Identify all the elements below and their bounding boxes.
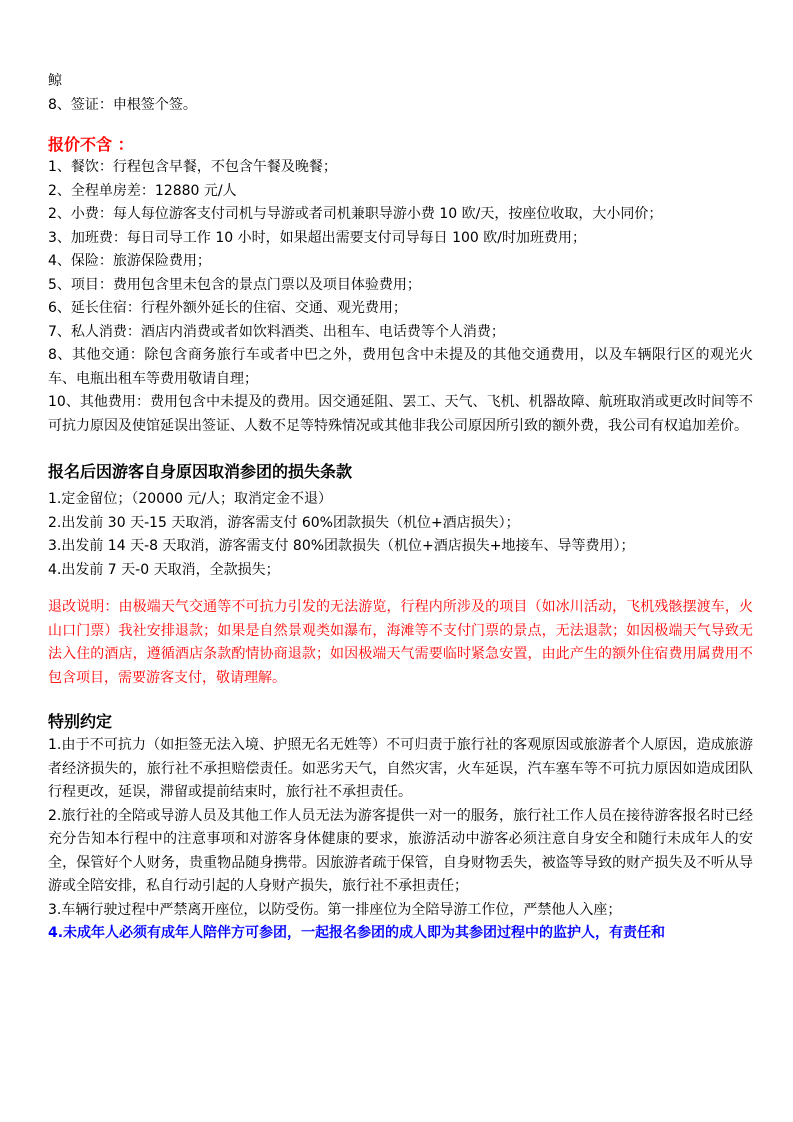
exclusions-list [48, 156, 753, 438]
list-item: 1.定金留位；（20000 元/人；取消定金不退） [48, 491, 333, 507]
visa-line: 8、签证：申根签个签。 [48, 96, 197, 113]
refund-note: 退改说明：由极端天气交通等不可抗力引发的无法游览，行程内所涉及的项目（如冰川活动，飞机残骸摆渡车，火山口门票）我社安排退款；如果是自然景观类如瀑布，海滩等不支付门票的景点，无法退款；如因极端天气导致无法入住的酒店，遵循酒店条款酌情协商退款；如因极端天气需要临时紧急安置，由此产生的额外住宿费用属费用不包含项目，需要游客支付，敬请理解。 [48, 599, 753, 686]
agreement-heading: 特别约定 [48, 712, 113, 731]
cancellation-list [48, 488, 753, 582]
list-item: 8、其他交通：除包含商务旅行车或者中巴之外，费用包含中未提及的其他交通费用，以及车辆限行区的观光火车、电瓶出租车等费用敬请自理； [48, 347, 753, 387]
cancellation-heading: 报名后因游客自身原因取消参团的损失条款 [48, 462, 353, 481]
minor-guardian-clause: 4.未成年人必须有成年人陪伴方可参团，一起报名参团的成人即为其参团过程中的监护人，有责任和 [48, 925, 666, 941]
document-page [48, 70, 753, 946]
exclusions-heading: 报价不含 ： [48, 135, 134, 154]
list-item: 6、延长住宿：行程外额外延长的住宿、交通、观光费用； [48, 300, 407, 316]
list-item: 2.出发前 30 天-15 天取消，游客需支付 60%团款损失（机位+酒店损失）； [48, 514, 520, 531]
list-item: 4.出发前 7 天-0 天取消，全款损失； [48, 561, 280, 578]
list-item: 3.车辆行驶过程中严禁离开座位，以防受伤。第一排座位为全陪导游工作位，严禁他人入座； [48, 901, 622, 918]
continued-text: 鲸 [48, 73, 62, 89]
list-item: 1.由于不可抗力（如拒签无法入境、护照无名无姓等）不可归责于旅行社的客观原因或旅游者个人原因，造成旅游者经济损失的，旅行社不承担赔偿责任。如恶劣天气，自然灾害，火车延误，汽车塞车等不可抗力原因如造成团队行程更改，延误，滞留或提前结束时，旅行社不承担责任。 [48, 737, 753, 800]
list-item: 3、加班费：每日司导工作 10 小时，如果超出需要支付司导每日 100 欧/时加班费用； [48, 229, 586, 246]
list-item: 1、餐饮：行程包含早餐，不包含午餐及晚餐； [48, 159, 337, 175]
list-item: 5、项目：费用包含里未包含的景点门票以及项目体验费用； [48, 276, 421, 293]
list-item: 2、全程单房差：12880 元/人 [48, 182, 237, 199]
list-item: 4、保险：旅游保险费用； [48, 253, 211, 269]
list-item: 2.旅行社的全陪或导游人员及其他工作人员无法为游客提供一对一的服务，旅行社工作人员在接待游客报名时已经充分告知本行程中的注意事项和对游客身体健康的要求，旅游活动中游客必须注意自身安全和随行未成年人的安全，保管好个人财务，贵重物品随身携带。因旅游者疏于保管，自身财物丢失，被盗等导致的财产损失及不听从导游或全陪安排，私自行动引起的人身财产损失，旅行社不承担责任； [48, 807, 753, 894]
list-item: 2、小费：每人每位游客支付司机与导游或者司机兼职导游小费 10 欧/天，按座位收取，大小同价； [48, 206, 663, 222]
list-item: 7、私人消费：酒店内消费或者如饮料酒类、出租车、电话费等个人消费； [48, 323, 505, 340]
list-item: 3.出发前 14 天-8 天取消，游客需支付 80%团款损失（机位+酒店损失+地接车、导等费用）； [48, 538, 635, 554]
agreement-list [48, 734, 753, 946]
list-item: 10、其他费用：费用包含中未提及的费用。因交通延阻、罢工、天气、飞机、机器故障、航班取消或更改时间等不可抗力原因及使馆延误出签证、人数不足等特殊情况或其他非我公司原因所引致的额外费，我公司有权追加差价。 [48, 394, 753, 434]
